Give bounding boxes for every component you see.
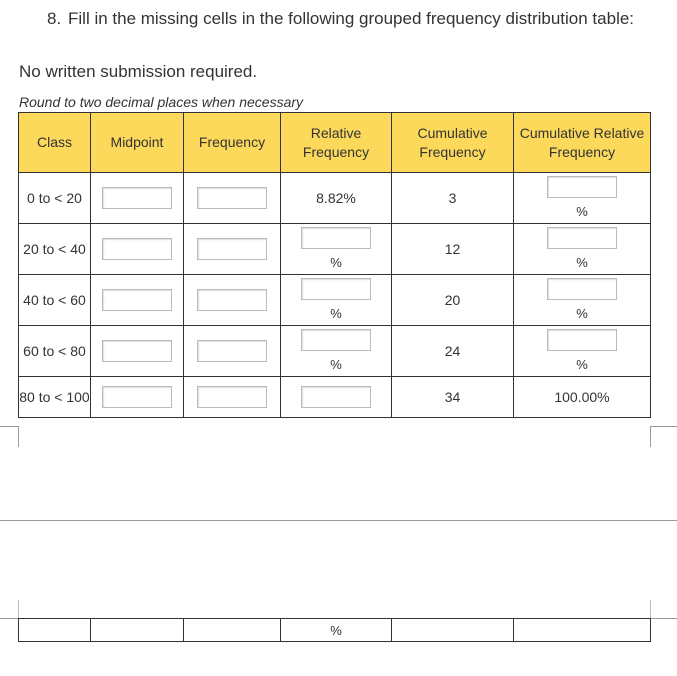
ghost-tick-left xyxy=(18,600,19,618)
cumulative-relative-frequency-input[interactable] xyxy=(547,227,617,249)
frequency-cell xyxy=(184,326,281,377)
relative-frequency-cell xyxy=(281,377,392,418)
cumulative-frequency-cell: 12 xyxy=(392,224,514,275)
frequency-cell xyxy=(184,275,281,326)
midpoint-cell xyxy=(91,173,184,224)
ghost-tick-right xyxy=(650,600,651,618)
cumulative-relative-frequency-cell xyxy=(514,173,651,224)
instructions: No written submission required. xyxy=(19,62,258,81)
header-midpoint: Midpoint xyxy=(91,113,184,173)
midpoint-input[interactable] xyxy=(102,187,172,209)
page-corner-right xyxy=(650,426,677,447)
ghost-table-row xyxy=(18,618,651,642)
cumulative-frequency-cell: 20 xyxy=(392,275,514,326)
frequency-input[interactable] xyxy=(197,340,267,362)
midpoint-input[interactable] xyxy=(102,289,172,311)
frequency-input[interactable] xyxy=(197,386,267,408)
relative-frequency-cell xyxy=(281,326,392,377)
cumulative-frequency-cell: 3 xyxy=(392,173,514,224)
frequency-input[interactable] xyxy=(197,289,267,311)
midpoint-input[interactable] xyxy=(102,238,172,260)
ghost-cell xyxy=(514,619,651,642)
table-row xyxy=(19,224,651,275)
ghost-cell xyxy=(19,619,91,642)
cumulative-relative-frequency-cell: 100.00% xyxy=(514,377,651,418)
frequency-cell xyxy=(184,173,281,224)
midpoint-input[interactable] xyxy=(102,386,172,408)
frequency-input[interactable] xyxy=(197,187,267,209)
percent-sign: % xyxy=(576,204,588,219)
relative-frequency-input[interactable] xyxy=(301,278,371,300)
relative-frequency-cell xyxy=(281,224,392,275)
table-row xyxy=(19,619,651,642)
percent-sign: % xyxy=(330,306,342,321)
cumulative-frequency-cell: 34 xyxy=(392,377,514,418)
frequency-cell xyxy=(184,224,281,275)
percent-sign: % xyxy=(576,357,588,372)
ghost-line-left xyxy=(0,618,18,619)
relative-frequency-input[interactable] xyxy=(301,329,371,351)
class-cell: 40 to < 60 xyxy=(19,275,91,326)
class-cell: 80 to < 100 xyxy=(19,377,91,418)
relative-frequency-cell xyxy=(281,275,392,326)
relative-frequency-input[interactable] xyxy=(301,227,371,249)
class-cell: 60 to < 80 xyxy=(19,326,91,377)
cumulative-relative-frequency-input[interactable] xyxy=(547,176,617,198)
cumulative-relative-frequency-cell xyxy=(514,326,651,377)
percent-sign: % xyxy=(330,357,342,372)
midpoint-cell xyxy=(91,326,184,377)
frequency-cell xyxy=(184,377,281,418)
table-header-row xyxy=(19,113,651,173)
question-text: Fill in the missing cells in the following grouped frequency distribution table: xyxy=(68,9,635,28)
relative-frequency-input[interactable] xyxy=(301,386,371,408)
rounding-hint: Round to two decimal places when necessary xyxy=(19,94,304,110)
midpoint-cell xyxy=(91,224,184,275)
question-number: 8. xyxy=(47,9,62,28)
page-corner-left xyxy=(0,426,19,447)
page-divider xyxy=(0,520,677,521)
table-row xyxy=(19,326,651,377)
ghost-cell xyxy=(392,619,514,642)
class-cell: 20 to < 40 xyxy=(19,224,91,275)
frequency-table xyxy=(18,112,651,418)
table-row xyxy=(19,275,651,326)
ghost-cell xyxy=(184,619,281,642)
table-row xyxy=(19,173,651,224)
midpoint-cell xyxy=(91,377,184,418)
table-row xyxy=(19,377,651,418)
header-cumulative-frequency: Cumulative Frequency xyxy=(392,113,514,173)
midpoint-cell xyxy=(91,275,184,326)
ghost-cell: % xyxy=(281,619,392,642)
header-class: Class xyxy=(19,113,91,173)
header-cumulative-relative-frequency: Cumulative Relative Frequency xyxy=(514,113,651,173)
cumulative-relative-frequency-input[interactable] xyxy=(547,278,617,300)
relative-frequency-cell: 8.82% xyxy=(281,173,392,224)
cumulative-relative-frequency-cell xyxy=(514,224,651,275)
cumulative-relative-frequency-cell xyxy=(514,275,651,326)
cumulative-frequency-cell: 24 xyxy=(392,326,514,377)
header-relative-frequency: Relative Frequency xyxy=(281,113,392,173)
midpoint-input[interactable] xyxy=(102,340,172,362)
ghost-line-right xyxy=(650,618,677,619)
ghost-cell xyxy=(91,619,184,642)
question xyxy=(0,8,677,29)
percent-sign: % xyxy=(330,255,342,270)
percent-sign: % xyxy=(576,306,588,321)
percent-sign: % xyxy=(576,255,588,270)
header-frequency: Frequency xyxy=(184,113,281,173)
cumulative-relative-frequency-input[interactable] xyxy=(547,329,617,351)
frequency-input[interactable] xyxy=(197,238,267,260)
class-cell: 0 to < 20 xyxy=(19,173,91,224)
